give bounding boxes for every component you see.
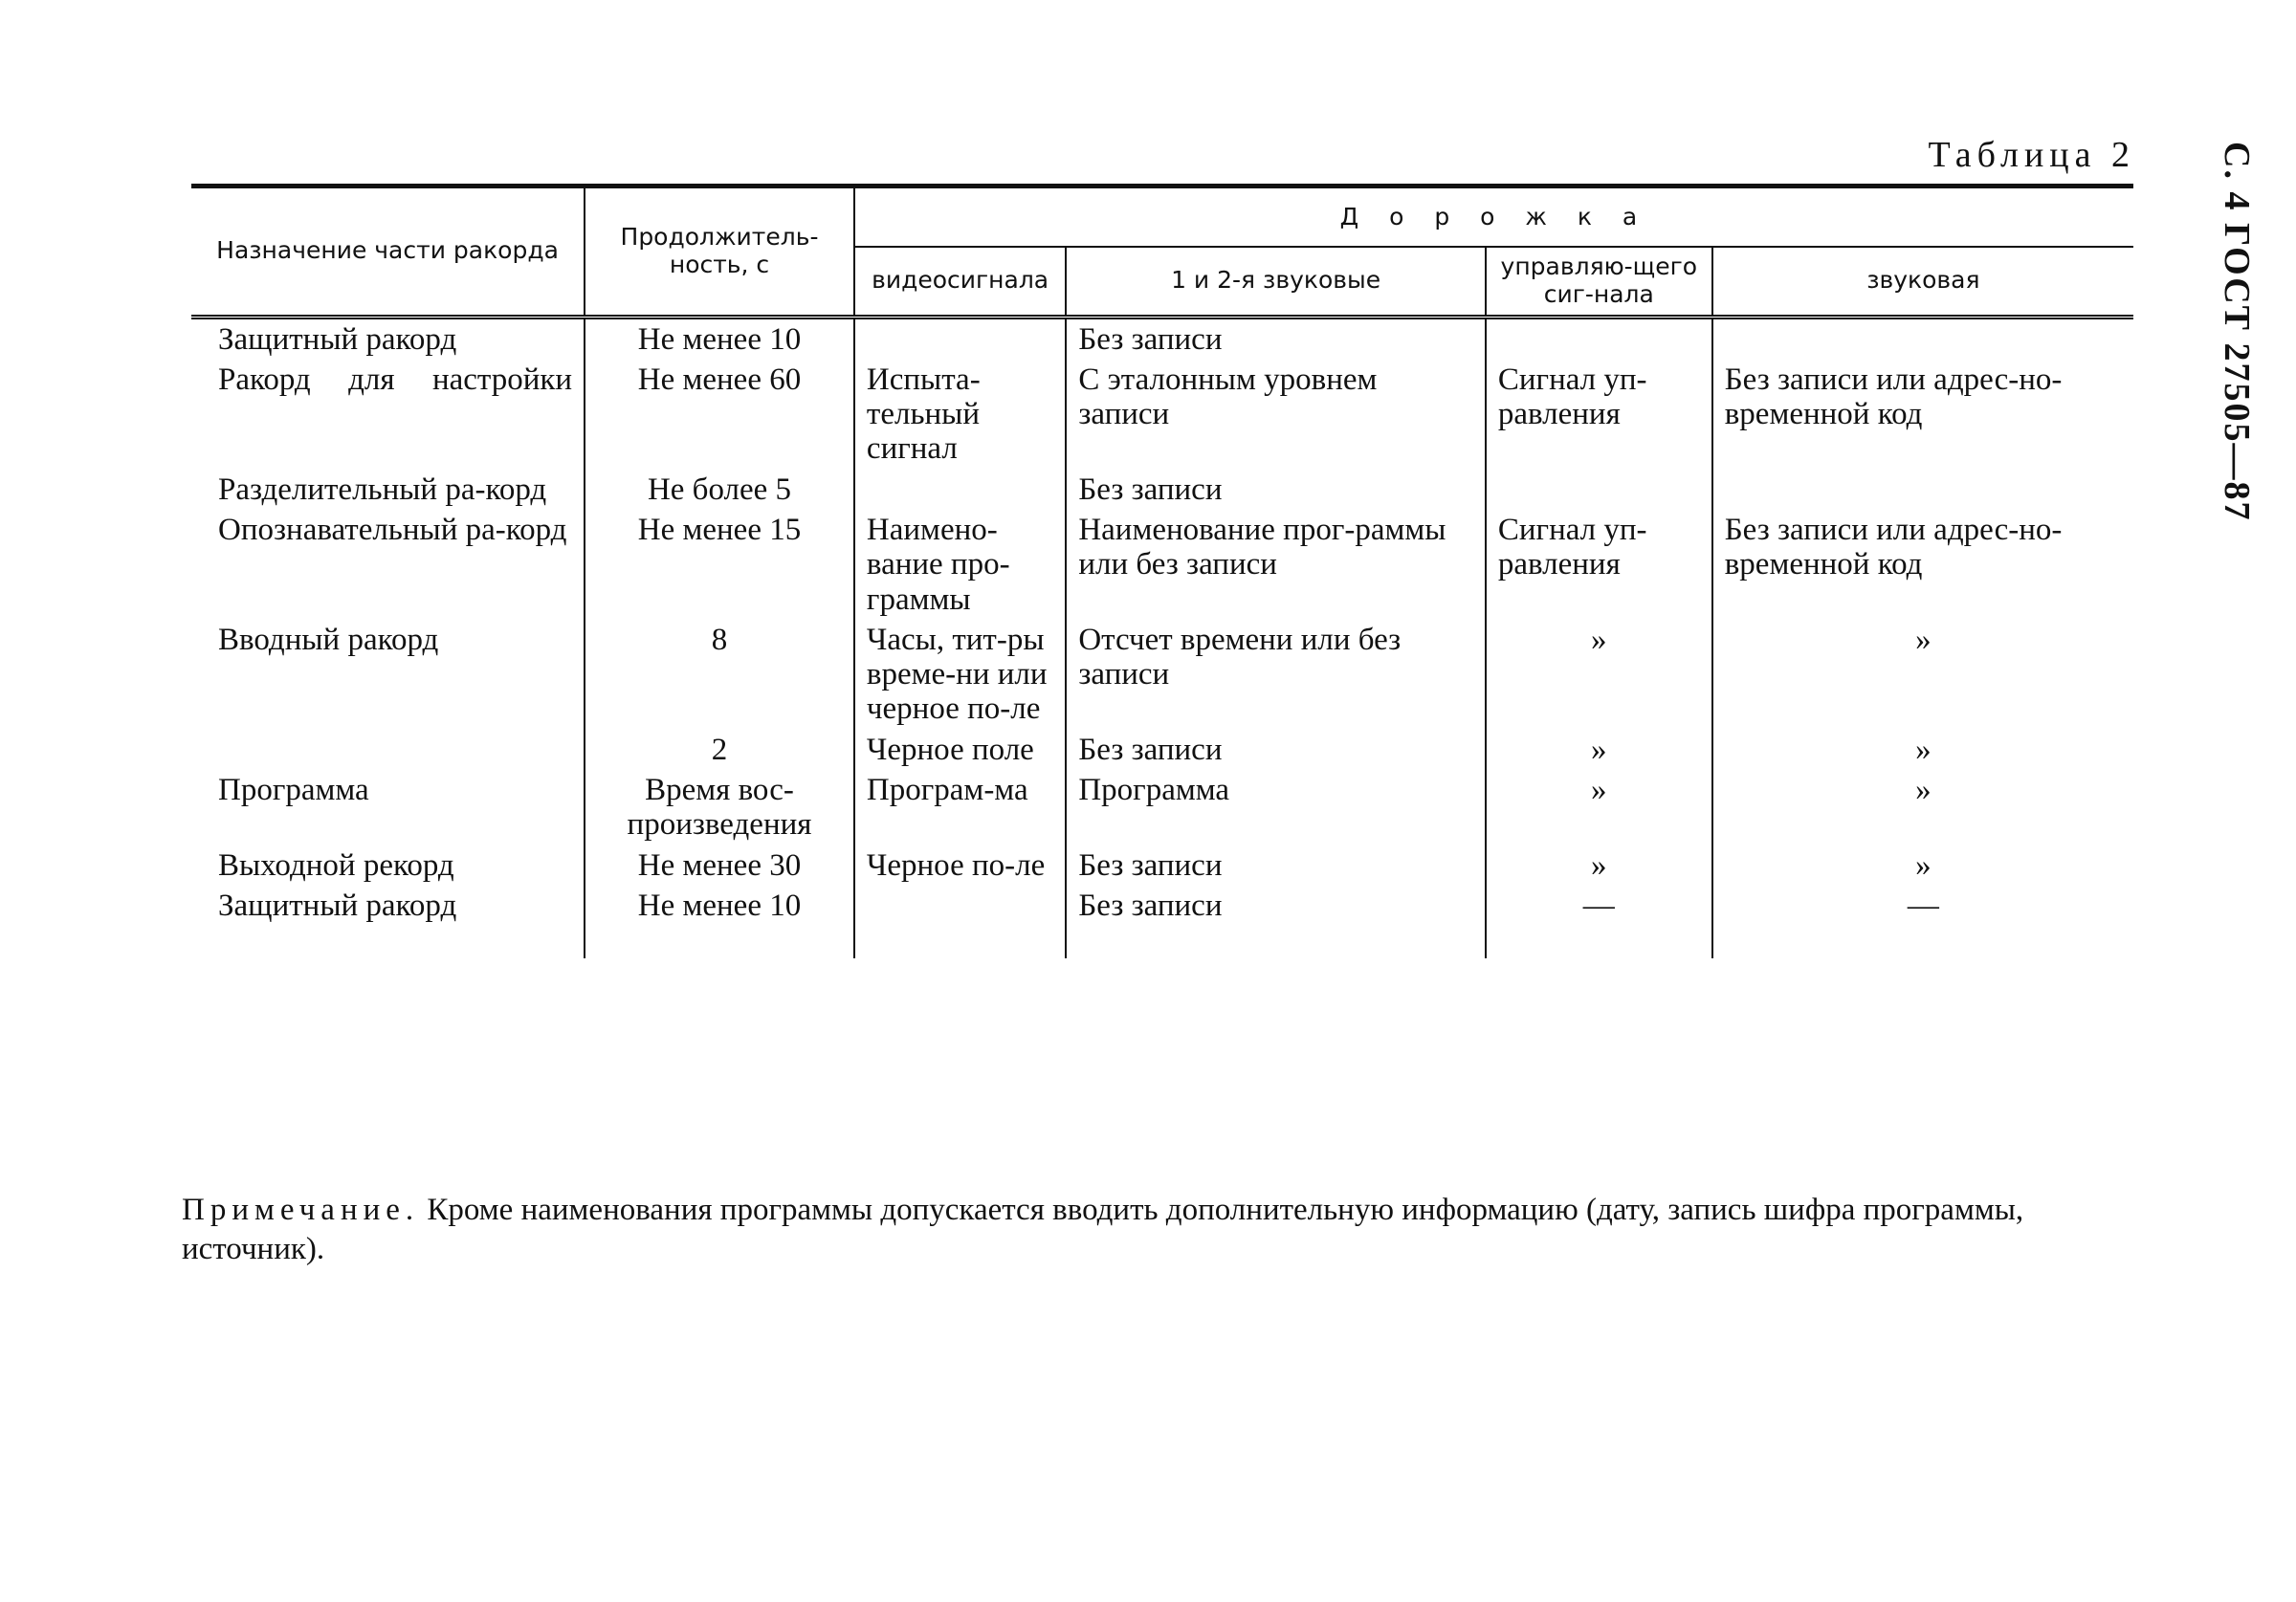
- cell-video: Испыта-тельный сигнал: [854, 360, 1066, 470]
- table-row: [191, 730, 2133, 770]
- cell-control: [1486, 470, 1712, 510]
- cell-video: Черное поле: [854, 730, 1066, 770]
- cell-audio-1-2: Наименование прог-раммы или без записи: [1066, 510, 1486, 620]
- cell-audio-1-2: Отсчет времени или без записи: [1066, 620, 1486, 730]
- cell-purpose: Защитный ракорд: [218, 888, 457, 923]
- cell-sound: Без записи или адрес-но-временной код: [1712, 510, 2133, 620]
- header-audio-1-2: 1 и 2-я звуковые: [1066, 247, 1486, 317]
- cell-audio-1-2: С эталонным уровнем записи: [1066, 360, 1486, 470]
- cell-video: [854, 317, 1066, 360]
- cell-audio-1-2: Без записи: [1066, 886, 1486, 958]
- cell-audio-1-2: Без записи: [1066, 317, 1486, 360]
- cell-sound: »: [1712, 770, 2133, 845]
- header-purpose: Назначение части ракорда: [191, 187, 585, 318]
- cell-control: »: [1486, 770, 1712, 845]
- table-row: [191, 510, 2133, 620]
- table-row: [191, 845, 2133, 886]
- table-row: [191, 620, 2133, 730]
- cell-duration: Не менее 30: [585, 845, 854, 886]
- header-sound: звуковая: [1712, 247, 2133, 317]
- cell-sound: [1712, 470, 2133, 510]
- cell-audio-1-2: Без записи: [1066, 470, 1486, 510]
- table-row: [191, 360, 2133, 470]
- cell-control: »: [1486, 845, 1712, 886]
- cell-sound: Без записи или адрес-но-временной код: [1712, 360, 2133, 470]
- cell-sound: [1712, 317, 2133, 360]
- note-label: Примечание.: [182, 1193, 420, 1227]
- cell-purpose: Опознавательный ра-корд: [218, 512, 567, 547]
- header-track-group: Д о р о ж к а: [854, 187, 2133, 248]
- cell-control: »: [1486, 730, 1712, 770]
- cell-audio-1-2: Без записи: [1066, 730, 1486, 770]
- records-table: [191, 184, 2133, 958]
- cell-duration: Не более 5: [585, 470, 854, 510]
- table-note: [182, 1191, 2133, 1270]
- note-text: Кроме наименования программы допускается вводить дополнительную информацию (дату, запись шифра программы, источник).: [182, 1193, 2024, 1267]
- cell-audio-1-2: Без записи: [1066, 845, 1486, 886]
- cell-purpose: Вводный ракорд: [218, 622, 439, 657]
- table-row: [191, 770, 2133, 845]
- cell-purpose: [191, 730, 585, 770]
- table-row: [191, 470, 2133, 510]
- cell-video: [854, 886, 1066, 958]
- header-video: видеосигнала: [854, 247, 1066, 317]
- cell-video: Часы, тит-ры време-ни или черное по-ле: [854, 620, 1066, 730]
- cell-duration: 8: [585, 620, 854, 730]
- table-row: [191, 886, 2133, 958]
- cell-purpose: Программа: [218, 773, 369, 808]
- cell-video: Наимено-вание про-граммы: [854, 510, 1066, 620]
- cell-control: —: [1486, 886, 1712, 958]
- cell-control: Сигнал уп-равления: [1486, 510, 1712, 620]
- cell-video: [854, 470, 1066, 510]
- header-duration: Продолжитель-ность, с: [585, 187, 854, 318]
- cell-purpose: Защитный ракорд: [218, 321, 457, 357]
- cell-control: Сигнал уп-равления: [1486, 360, 1712, 470]
- cell-sound: —: [1712, 886, 2133, 958]
- cell-video: Черное по-ле: [854, 845, 1066, 886]
- cell-purpose: Выходной рекорд: [218, 847, 454, 883]
- cell-sound: »: [1712, 730, 2133, 770]
- cell-duration: 2: [585, 730, 854, 770]
- cell-duration: Не менее 10: [585, 317, 854, 360]
- table-row: [191, 317, 2133, 360]
- cell-sound: »: [1712, 620, 2133, 730]
- cell-control: »: [1486, 620, 1712, 730]
- cell-sound: »: [1712, 845, 2133, 886]
- cell-duration: Время вос-произведения: [585, 770, 854, 845]
- cell-purpose: Разделительный ра-корд: [218, 472, 547, 507]
- cell-duration: Не менее 10: [585, 886, 854, 958]
- cell-video: Програм-ма: [854, 770, 1066, 845]
- table-title: Таблица 2: [1928, 135, 2135, 175]
- cell-duration: Не менее 60: [585, 360, 854, 470]
- cell-duration: Не менее 15: [585, 510, 854, 620]
- page-header: С. 4 ГОСТ 27505—87: [2217, 142, 2257, 522]
- cell-purpose: Ракорд для настройки: [218, 362, 573, 397]
- header-control: управляю-щего сиг-нала: [1486, 247, 1712, 317]
- cell-control: [1486, 317, 1712, 360]
- cell-audio-1-2: Программа: [1066, 770, 1486, 845]
